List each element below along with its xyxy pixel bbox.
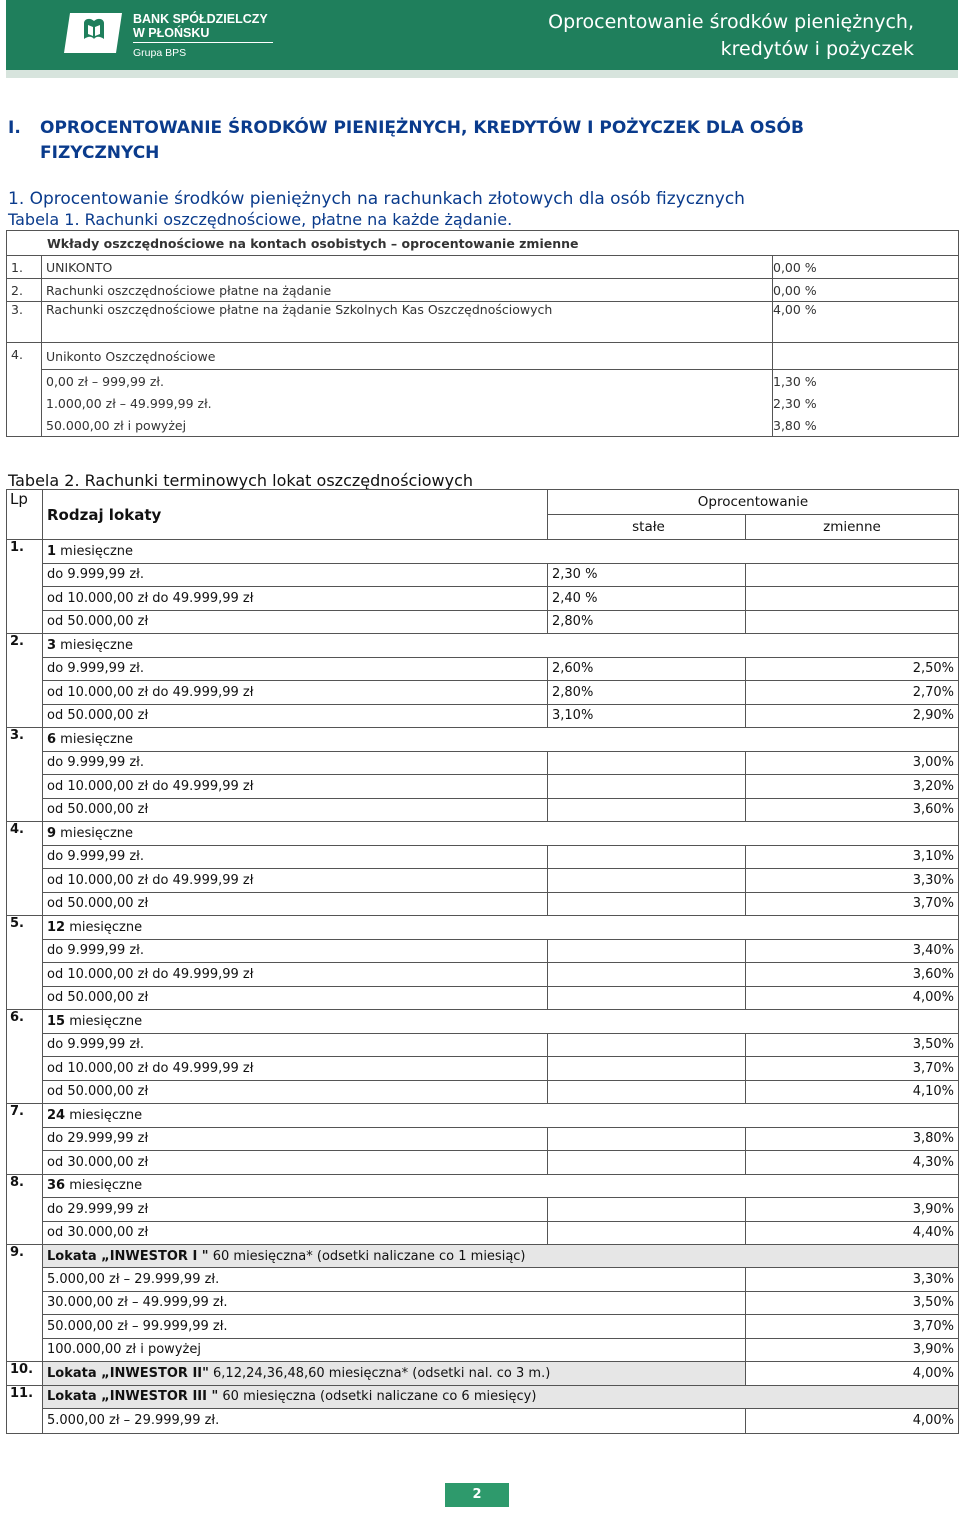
savings-accounts-table <box>6 230 959 437</box>
table-row: 4. Unikonto Oszczędnościowe <box>7 343 959 370</box>
amount-range: od 50.000,00 zł <box>43 704 548 728</box>
variable-rate <box>746 587 959 611</box>
variable-rate: 3,60% <box>746 963 959 987</box>
variable-rate: 3,20% <box>746 775 959 799</box>
term-number: 36 <box>47 1178 66 1194</box>
variable-rate: 3,90% <box>746 1338 959 1362</box>
variable-rate: 3,30% <box>746 1268 959 1292</box>
col-rate-header: Oprocentowanie <box>548 490 959 515</box>
term-suffix: miesięczne <box>65 1178 143 1194</box>
amount-range: do 9.999,99 zł. <box>43 939 548 963</box>
amount-range: od 10.000,00 zł do 49.999,99 zł <box>43 681 548 705</box>
amount-range: od 10.000,00 zł do 49.999,99 zł <box>43 775 548 799</box>
variable-rate: 3,60% <box>746 798 959 822</box>
table-row: 1. UNIKONTO 0,00 % <box>7 256 959 279</box>
variable-rate: 3,80% <box>746 1127 959 1151</box>
fixed-rate <box>548 798 746 822</box>
col-type-header: Rodzaj lokaty <box>43 490 548 540</box>
deposit-group-row <box>7 1385 959 1408</box>
table-row <box>7 963 959 987</box>
deposit-term <box>43 1245 959 1268</box>
amount-range: od 10.000,00 zł do 49.999,99 zł <box>43 869 548 893</box>
fixed-rate <box>548 1221 746 1245</box>
deposit-name: Lokata „INWESTOR I " <box>47 1248 209 1264</box>
term-number: 9 <box>47 825 57 841</box>
deposit-group-row <box>7 634 959 658</box>
amount-range: do 9.999,99 zł. <box>43 563 548 587</box>
deposit-term <box>43 728 959 752</box>
amount-range: do 29.999,99 zł <box>43 1198 548 1222</box>
term-suffix: miesięczne <box>56 825 134 841</box>
variable-rate: 4,00% <box>746 1408 959 1433</box>
variable-rate: 3,70% <box>746 1315 959 1339</box>
fixed-rate: 2,80% <box>548 681 746 705</box>
deposit-group-row <box>7 1174 959 1198</box>
col-lp-header: Lp <box>7 490 43 540</box>
amount-range: od 50.000,00 zł <box>43 798 548 822</box>
table-row: 1.000,00 zł – 49.999,99 zł. 2,30 % <box>7 392 959 414</box>
lp-number: 6. <box>7 1010 43 1034</box>
term-number: 6 <box>47 731 57 747</box>
lp-number: 1. <box>7 540 43 564</box>
table-row <box>7 869 959 893</box>
section-heading: I. OPROCENTOWANIE ŚRODKÓW PIENIĘŻNYCH, KREDYTÓW I POŻYCZEK DLA OSÓB FIZYCZNYCH <box>8 118 804 163</box>
brand-name: BANK SPÓŁDZIELCZY W PŁOŃSKU Grupa BPS <box>133 12 273 60</box>
term-number: 15 <box>47 1013 66 1029</box>
amount-range: od 10.000,00 zł do 49.999,99 zł <box>43 1057 548 1081</box>
lp-number: 4. <box>7 822 43 846</box>
deposit-group-row <box>7 1104 959 1128</box>
amount-range: do 29.999,99 zł <box>43 1127 548 1151</box>
table-row <box>7 892 959 916</box>
bank-logo-icon <box>62 9 126 57</box>
variable-rate: 4,00% <box>746 986 959 1010</box>
deposit-name: Lokata „INWESTOR II" <box>47 1365 209 1381</box>
variable-rate: 4,30% <box>746 1151 959 1175</box>
table-row <box>7 1033 959 1057</box>
amount-range: od 50.000,00 zł <box>43 986 548 1010</box>
deposit-group-row <box>7 822 959 846</box>
fixed-rate: 2,40 % <box>548 587 746 611</box>
amount-range: od 50.000,00 zł <box>43 892 548 916</box>
variable-rate: 3,40% <box>746 939 959 963</box>
table2-caption: Tabela 2. Rachunki terminowych lokat oszczędnościowych <box>8 471 474 490</box>
deposit-term <box>43 1174 959 1198</box>
deposit-group-row <box>7 1362 959 1386</box>
deposit-term <box>43 916 959 940</box>
table-row <box>7 1315 959 1339</box>
term-number: 3 <box>47 637 57 653</box>
lp-number: 11. <box>7 1385 43 1408</box>
variable-rate: 3,30% <box>746 869 959 893</box>
fixed-rate <box>548 775 746 799</box>
lp-number: 2. <box>7 634 43 658</box>
amount-range: od 50.000,00 zł <box>43 610 548 634</box>
table-row <box>7 610 959 634</box>
lp-number: 10. <box>7 1362 43 1386</box>
term-number: 1 <box>47 543 57 559</box>
table-row: 3. Rachunki oszczędnościowe płatne na żądanie Szkolnych Kas Oszczędnościowych 4,00 % <box>7 302 959 343</box>
deposit-name: Lokata „INWESTOR III " <box>47 1389 219 1404</box>
fixed-rate <box>548 963 746 987</box>
fixed-rate <box>548 1080 746 1104</box>
table-row <box>7 1057 959 1081</box>
table-row <box>7 939 959 963</box>
table-row <box>7 1080 959 1104</box>
amount-range: 5.000,00 zł – 29.999,99 zł. <box>43 1408 746 1433</box>
table-row <box>7 1151 959 1175</box>
fixed-rate <box>548 1057 746 1081</box>
variable-rate: 3,50% <box>746 1291 959 1315</box>
col-variable-header: zmienne <box>746 515 959 540</box>
amount-range: od 10.000,00 zł do 49.999,99 zł <box>43 587 548 611</box>
deposit-term <box>43 822 959 846</box>
fixed-rate <box>548 845 746 869</box>
col-fixed-header: stałe <box>548 515 746 540</box>
term-suffix: miesięczne <box>65 1013 143 1029</box>
table-row <box>7 657 959 681</box>
deposit-term <box>43 1010 959 1034</box>
deposit-group-row <box>7 540 959 564</box>
fixed-rate: 2,60% <box>548 657 746 681</box>
deposit-group-row <box>7 916 959 940</box>
amount-range: 100.000,00 zł i powyżej <box>43 1338 746 1362</box>
amount-range: 30.000,00 zł – 49.999,99 zł. <box>43 1291 746 1315</box>
term-deposits-table <box>6 489 959 1434</box>
table-row <box>7 1127 959 1151</box>
amount-range: do 9.999,99 zł. <box>43 845 548 869</box>
deposit-group-row <box>7 1010 959 1034</box>
variable-rate: 4,00% <box>746 1362 959 1386</box>
table-row <box>7 751 959 775</box>
table-row <box>7 845 959 869</box>
table-row <box>7 986 959 1010</box>
lp-number: 7. <box>7 1104 43 1128</box>
table-row <box>7 1221 959 1245</box>
term-suffix: miesięczne <box>56 543 134 559</box>
variable-rate: 3,50% <box>746 1033 959 1057</box>
table-row <box>7 1408 959 1433</box>
term-suffix: miesięczne <box>56 637 134 653</box>
table-row <box>7 1291 959 1315</box>
deposit-term <box>43 1385 959 1408</box>
fixed-rate <box>548 1198 746 1222</box>
term-number: 24 <box>47 1107 66 1123</box>
fixed-rate <box>548 1151 746 1175</box>
variable-rate: 4,10% <box>746 1080 959 1104</box>
amount-range: od 50.000,00 zł <box>43 1080 548 1104</box>
table-row <box>7 587 959 611</box>
table-row <box>7 775 959 799</box>
variable-rate <box>746 610 959 634</box>
deposit-term <box>43 634 959 658</box>
table-row: 0,00 zł – 999,99 zł. 1,30 % <box>7 370 959 393</box>
term-suffix: miesięczne <box>65 919 143 935</box>
amount-range: do 9.999,99 zł. <box>43 657 548 681</box>
variable-rate: 3,90% <box>746 1198 959 1222</box>
table-row <box>7 798 959 822</box>
term-suffix: miesięczne <box>56 731 134 747</box>
deposit-desc: 60 miesięczna (odsetki naliczane co 6 miesięcy) <box>218 1389 537 1404</box>
variable-rate: 3,10% <box>746 845 959 869</box>
variable-rate: 2,50% <box>746 657 959 681</box>
table-row <box>7 704 959 728</box>
fixed-rate: 2,30 % <box>548 563 746 587</box>
term-number: 12 <box>47 919 66 935</box>
deposit-term <box>43 1104 959 1128</box>
subsection-heading: 1. Oprocentowanie środków pieniężnych na rachunkach złotowych dla osób fizycznych <box>8 189 745 209</box>
deposit-desc: 6,12,24,36,48,60 miesięczna* (odsetki nal. co 3 m.) <box>208 1365 551 1381</box>
fixed-rate <box>548 939 746 963</box>
amount-range: od 10.000,00 zł do 49.999,99 zł <box>43 963 548 987</box>
fixed-rate <box>548 869 746 893</box>
page-number: 2 <box>445 1483 509 1507</box>
variable-rate <box>746 563 959 587</box>
amount-range: do 9.999,99 zł. <box>43 1033 548 1057</box>
table-row <box>7 563 959 587</box>
variable-rate: 3,70% <box>746 1057 959 1081</box>
deposit-desc: 60 miesięczna* (odsetki naliczane co 1 miesiąc) <box>208 1248 526 1264</box>
term-suffix: miesięczne <box>65 1107 143 1123</box>
table-row: 50.000,00 zł i powyżej 3,80 % <box>7 414 959 437</box>
amount-range: 50.000,00 zł – 99.999,99 zł. <box>43 1315 746 1339</box>
fixed-rate <box>548 751 746 775</box>
table-row: 2. Rachunki oszczędnościowe płatne na żądanie 0,00 % <box>7 279 959 302</box>
fixed-rate <box>548 1033 746 1057</box>
variable-rate: 2,90% <box>746 704 959 728</box>
lp-number: 8. <box>7 1174 43 1198</box>
variable-rate: 4,40% <box>746 1221 959 1245</box>
amount-range: do 9.999,99 zł. <box>43 751 548 775</box>
deposit-term <box>43 540 959 564</box>
deposit-term <box>43 1362 746 1386</box>
lp-number: 3. <box>7 728 43 752</box>
fixed-rate <box>548 986 746 1010</box>
table-row <box>7 681 959 705</box>
lp-number: 5. <box>7 916 43 940</box>
table-row <box>7 1338 959 1362</box>
page-header <box>6 0 958 78</box>
variable-rate: 3,70% <box>746 892 959 916</box>
deposit-group-row <box>7 1245 959 1268</box>
amount-range: od 30.000,00 zł <box>43 1221 548 1245</box>
fixed-rate: 3,10% <box>548 704 746 728</box>
table1-caption: Tabela 1. Rachunki oszczędnościowe, płatne na każde żądanie. <box>8 210 513 229</box>
document-title: Oprocentowanie środków pieniężnych, kredytów i pożyczek <box>548 11 914 60</box>
table1-header: Wkłady oszczędnościowe na kontach osobistych – oprocentowanie zmienne <box>7 231 959 256</box>
variable-rate: 2,70% <box>746 681 959 705</box>
deposit-group-row <box>7 728 959 752</box>
amount-range: 5.000,00 zł – 29.999,99 zł. <box>43 1268 746 1292</box>
amount-range: od 30.000,00 zł <box>43 1151 548 1175</box>
table-row <box>7 1268 959 1292</box>
table-row <box>7 1198 959 1222</box>
lp-number: 9. <box>7 1245 43 1268</box>
variable-rate: 3,00% <box>746 751 959 775</box>
fixed-rate <box>548 892 746 916</box>
fixed-rate: 2,80% <box>548 610 746 634</box>
fixed-rate <box>548 1127 746 1151</box>
